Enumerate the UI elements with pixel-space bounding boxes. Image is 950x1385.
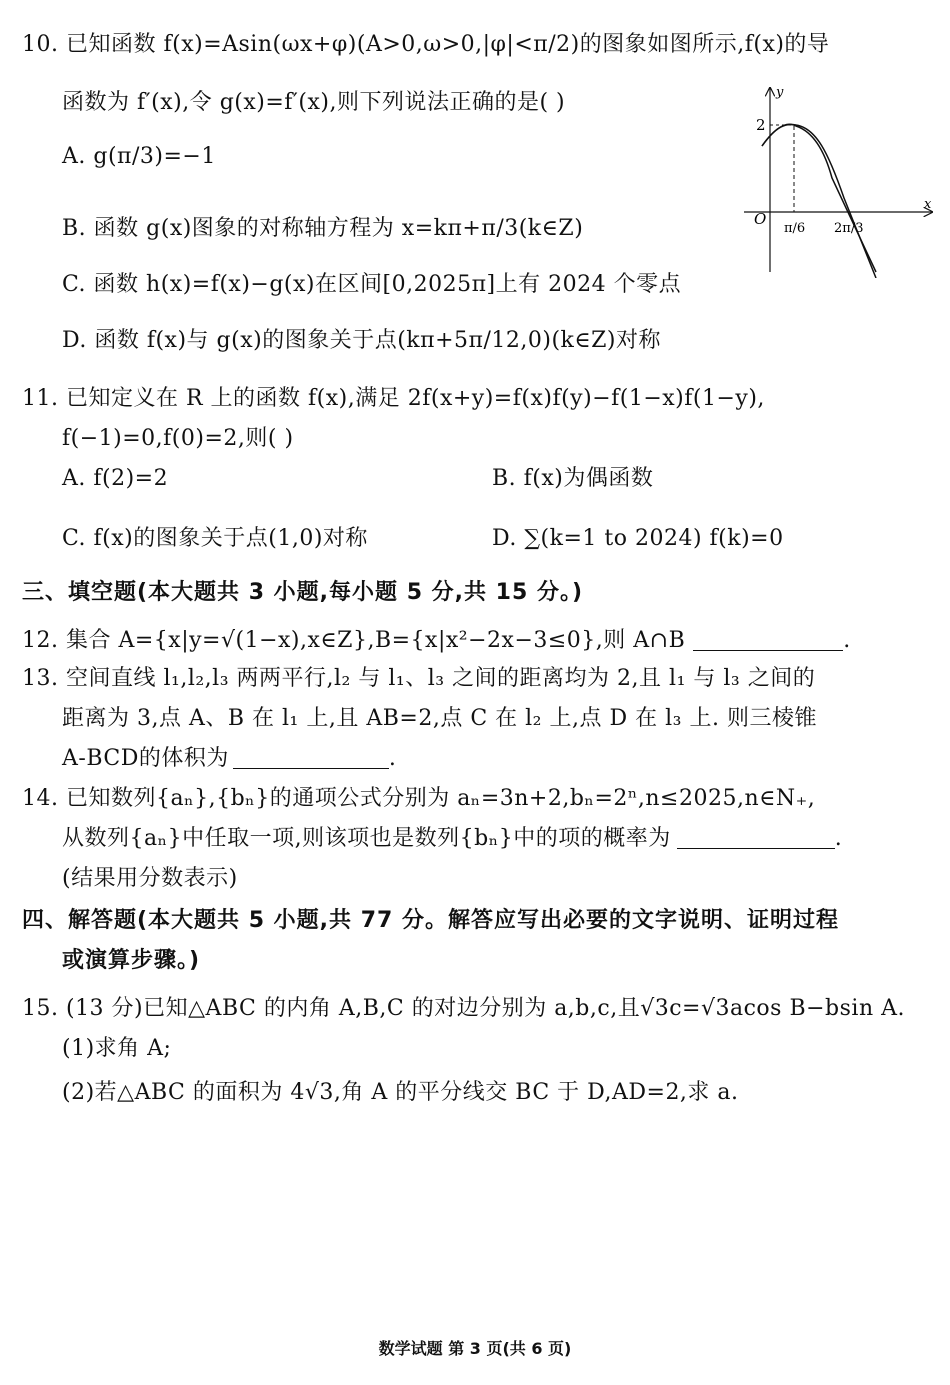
- q10-option-d: D. 函数 f(x)与 g(x)的图象关于点(kπ+5π/12,0)(k∈Z)对称: [62, 328, 662, 353]
- function-graph: [724, 82, 940, 278]
- section-4-heading-line1: 四、解答题(本大题共 5 小题,共 77 分。解答应写出必要的文字说明、证明过程: [22, 908, 839, 933]
- q14-line3: (结果用分数表示): [62, 866, 238, 891]
- q14-answer-blank[interactable]: [677, 826, 835, 849]
- q14-end: .: [834, 826, 843, 851]
- q12-answer-blank[interactable]: [693, 628, 843, 651]
- sine-curve-top: [762, 124, 876, 278]
- q15-line3: (2)若△ABC 的面积为 4√3,角 A 的平分线交 BC 于 D,AD=2,求 a.: [62, 1080, 739, 1105]
- q11-option-b: B. f(x)为偶函数: [492, 466, 654, 491]
- q15-line2: (1)求角 A;: [62, 1036, 172, 1061]
- q10-option-b: B. 函数 g(x)图象的对称轴方程为 x=kπ+π/3(k∈Z): [62, 216, 584, 241]
- q12-line1: [22, 626, 851, 656]
- q10-stem-line2: 函数为 f′(x),令 g(x)=f′(x),则下列说法正确的是( ): [62, 90, 566, 115]
- q11-option-d: D. ∑(k=1 to 2024) f(k)=0: [492, 526, 784, 551]
- q14-text: 从数列{aₙ}中任取一项,则该项也是数列{bₙ}中的项的概率为: [62, 826, 671, 851]
- q11-stem-line1: 11. 已知定义在 R 上的函数 f(x),满足 2f(x+y)=f(x)f(y)−f(1−x)f(1−y),: [22, 386, 765, 411]
- q13-line1: 13. 空间直线 l₁,l₂,l₃ 两两平行,l₂ 与 l₁、l₃ 之间的距离均为 2,且 l₁ 与 l₃ 之间的: [22, 666, 816, 691]
- q10-stem-line1: 10. 已知函数 f(x)=Asin(ωx+φ)(A>0,ω>0,|φ|<π/2)的图象如图所示,f(x)的导: [22, 32, 830, 57]
- x-tick-pi-6: π/6: [784, 221, 806, 236]
- q13-end: .: [388, 746, 397, 771]
- q12-text: 12. 集合 A={x|y=√(1−x),x∈Z},B={x|x²−2x−3≤0},则 A∩B: [22, 628, 686, 653]
- q13-line2: 距离为 3,点 A、B 在 l₁ 上,且 AB=2,点 C 在 l₂ 上,点 D 在 l₃ 上. 则三棱锥: [62, 706, 817, 731]
- x-tick-2pi-3: 2π/3: [834, 221, 864, 236]
- y-axis-label: y: [776, 85, 784, 100]
- q13-line3: [62, 744, 396, 774]
- section-3-heading: 三、填空题(本大题共 3 小题,每小题 5 分,共 15 分。): [22, 580, 584, 605]
- origin-label: O: [754, 210, 767, 228]
- q15-line1: 15. (13 分)已知△ABC 的内角 A,B,C 的对边分别为 a,b,c,且√3c=√3acos B−bsin A.: [22, 996, 906, 1021]
- y-tick-2: 2: [756, 116, 766, 134]
- q14-line1: 14. 已知数列{aₙ},{bₙ}的通项公式分别为 aₙ=3n+2,bₙ=2ⁿ,n≤2025,n∈N₊,: [22, 786, 816, 811]
- q14-line2: [62, 824, 842, 854]
- q13-text: A-BCD的体积为: [62, 746, 229, 771]
- section-4-heading-line2: 或演算步骤。): [62, 948, 201, 973]
- page-footer: 数学试题 第 3 页(共 6 页): [378, 1339, 572, 1358]
- q10-option-c: C. 函数 h(x)=f(x)−g(x)在区间[0,2025π]上有 2024 个零点: [62, 272, 682, 297]
- sine-curve: [762, 124, 876, 272]
- x-axis-label: x: [924, 197, 932, 212]
- q11-stem-line2: f(−1)=0,f(0)=2,则( ): [62, 426, 294, 451]
- q12-end: .: [843, 628, 851, 653]
- q11-option-c: C. f(x)的图象关于点(1,0)对称: [62, 526, 368, 551]
- q13-answer-blank[interactable]: [233, 746, 389, 769]
- q10-option-a: A. g(π/3)=−1: [62, 144, 216, 169]
- q11-option-a: A. f(2)=2: [62, 466, 169, 491]
